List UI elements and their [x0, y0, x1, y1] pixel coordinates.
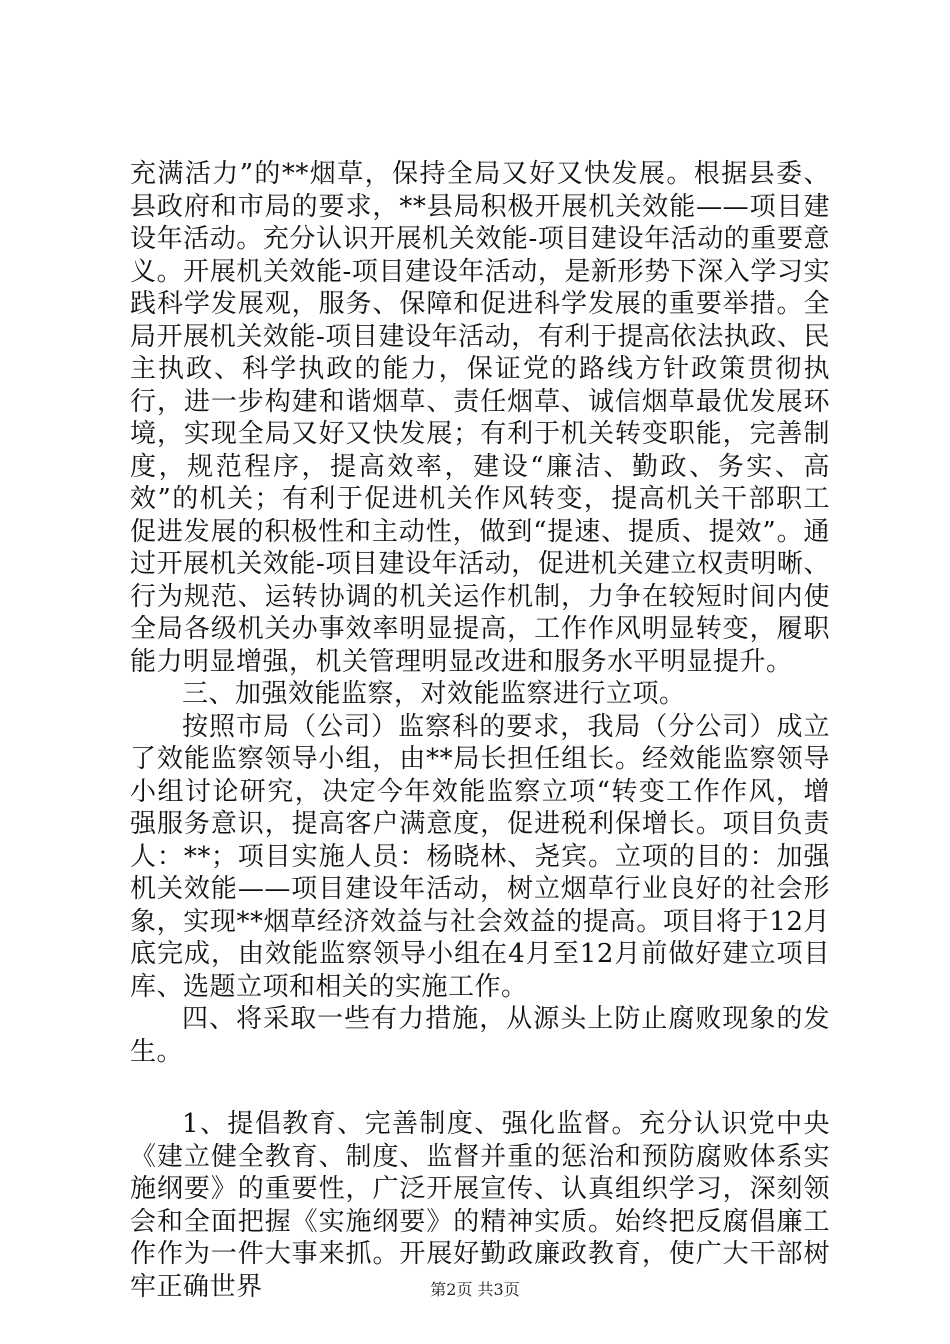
heading-section-four: 四、将采取一些有力措施，从源头上防止腐败现象的发生。 — [130, 1004, 830, 1067]
document-body — [130, 158, 830, 1303]
page-number-footer: 第2页 共3页 — [430, 1280, 520, 1299]
heading-section-three: 三、加强效能监察，对效能监察进行立项。 — [182, 679, 686, 709]
paragraph-supervision-project: 按照市局（公司）监察科的要求，我局（分公司）成立了效能监察领导小组，由**局长担任组长。经效能监察领导小组讨论研究，决定今年效能监察立项“转变工作作风，增强服务意识，提高客户满意度，促进税利保增长。项目负责人：**；项目实施人员：杨晓林、尧宾。立项的目的：加强机关效能——项目建设年活动，树立烟草行业良好的社会形象，实现**烟草经济效益与社会效益的提高。项目将于12月底完成，由效能监察领导小组在4月至12月前做好建立项目库、选题立项和相关的实施工作。 — [130, 711, 830, 1002]
paragraph-efficiency-activity: 充满活力”的**烟草，保持全局又好又快发展。根据县委、县政府和市局的要求，**县局积极开展机关效能——项目建设年活动。充分认识开展机关效能-项目建设年活动的重要意义。开展机关效能-项目建设年活动，是新形势下深入学习实践科学发展观，服务、保障和促进科学发展的重要举措。全局开展机关效能-项目建设年活动，有利于提高依法执政、民主执政、科学执政的能力，保证党的路线方针政策贯彻执行，进一步构建和谐烟草、责任烟草、诚信烟草最优发展环境，实现全局又好又快发展；有利于机关转变职能，完善制度，规范程序，提高效率，建设“廉洁、勤政、务实、高效”的机关；有利于促进机关作风转变，提高机关干部职工促进发展的积极性和主动性，做到“提速、提质、提效”。通过开展机关效能-项目建设年活动，促进机关建立权责明晰、行为规范、运转协调的机关运作机制，力争在较短时间内使全局各级机关办事效率明显提高，工作作风明显转变，履职能力明显增强，机关管理明显改进和服务水平明显提升。 — [130, 159, 830, 677]
paragraph-education-system: 1、提倡教育、完善制度、强化监督。充分认识党中央《建立健全教育、制度、监督并重的惩治和预防腐败体系实施纲要》的重要性，广泛开展宣传、认真组织学习，深刻领会和全面把握《实施纲要》的精神实质。始终把反腐倡廉工作作为一件大事来抓。开展好勤政廉政教育，使广大干部树牢正确世界 — [130, 1109, 830, 1302]
